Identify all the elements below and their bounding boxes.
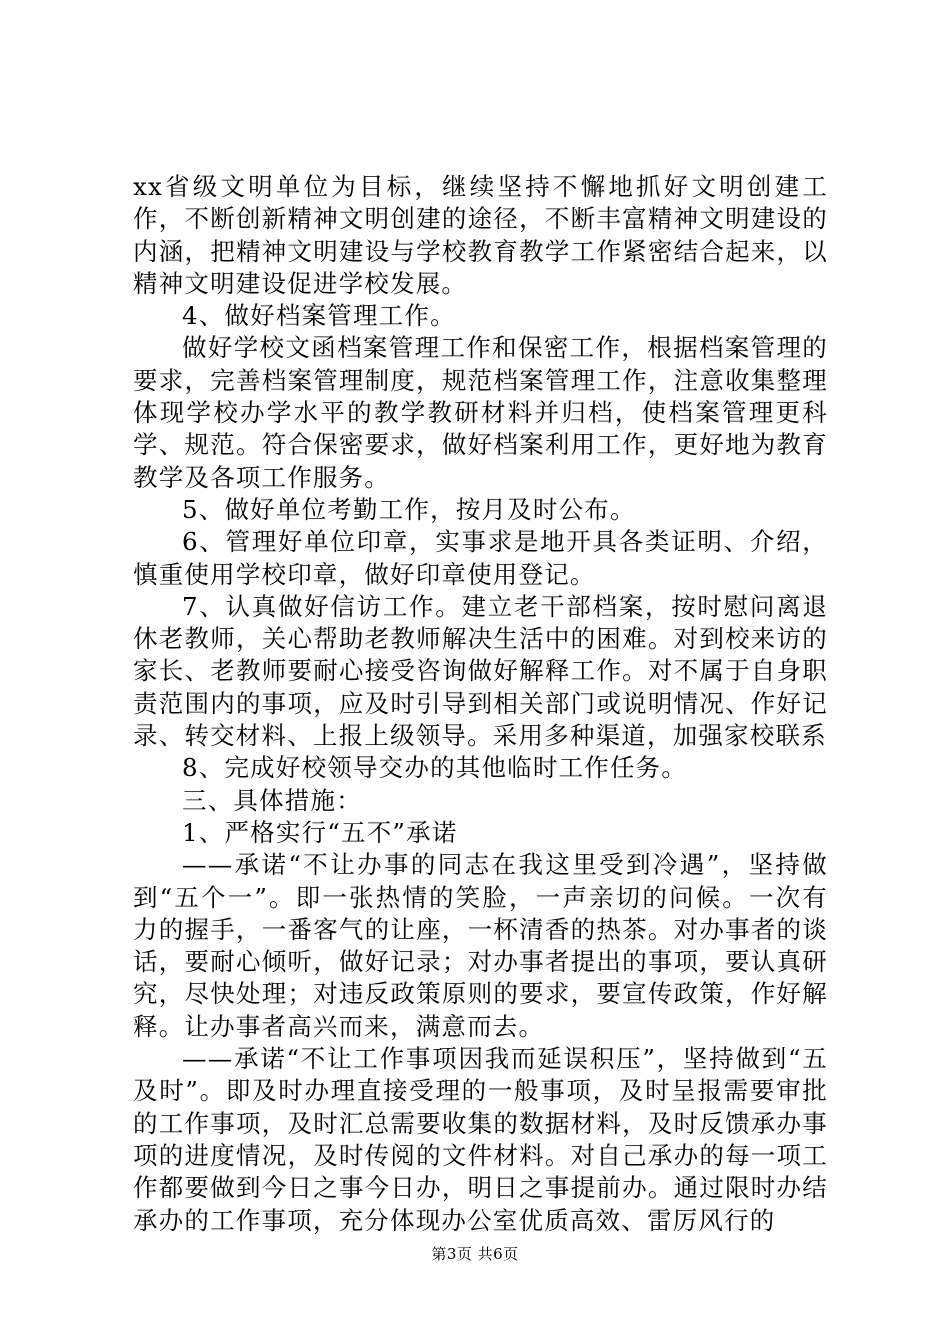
paragraph-continuation: xx省级文明单位为目标，继续坚持不懈地抓好文明创建工作，不断创新精神文明创建的途径，不断丰富精神文明建设的内涵，把精神文明建设与学校教育教学工作紧密结合起来，以精神文明建设促进学校发展。 — [133, 172, 828, 298]
item-other-tasks: 8、完成好校领导交办的其他临时工作任务。 — [182, 753, 688, 783]
paragraph-promise-five-timely: ——承诺“不让工作事项因我而延误积压”，坚持做到“五及时”。即及时办理直接受理的一般事项，及时呈报需要审批的工作事项，及时汇总需要收集的数据材料，及时反馈承办事项的进度情况，及时传阅的文件材料。对自己承办的每一项工作都要做到今日之事今日办，明日之事提前办。通过限时办结承办的工作事项，充分体现办公室优质高效、雷厉风行的 — [133, 1044, 828, 1235]
document-body — [133, 171, 828, 1237]
item-seal-management: 6、管理好单位印章，实事求是地开具各类证明、介绍，慎重使用学校印章，做好印章使用登记。 — [133, 527, 828, 589]
page-footer: 第3页 共6页 — [431, 1245, 519, 1263]
heading-archive-management: 4、做好档案管理工作。 — [182, 301, 456, 331]
measure-heading-five-no: 1、严格实行“五不”承诺 — [182, 817, 458, 847]
paragraph-archive-management: 做好学校文函档案管理工作和保密工作，根据档案管理的要求，完善档案管理制度，规范档案管理工作，注意收集整理体现学校办学水平的教学教研材料并归档，使档案管理更科学、规范。符合保密要求，做好档案利用工作，更好地为教育教学及各项工作服务。 — [133, 333, 828, 492]
paragraph-promise-five-one: ——承诺“不让办事的同志在我这里受到冷遇”，坚持做到“五个一”。即一张热情的笑脸，一声亲切的问候。一次有力的握手，一番客气的让座，一杯清香的热茶。对办事者的谈话，要耐心倾听，做好记录；对办事者提出的事项，要认真研究，尽快处理；对违反政策原则的要求，要宣传政策，作好解释。让办事者高兴而来，满意而去。 — [133, 850, 828, 1041]
section-heading-measures: 三、具体措施： — [182, 785, 362, 815]
item-petition-work: 7、认真做好信访工作。建立老干部档案，按时慰问离退休老教师，关心帮助老教师解决生活中的困难。对到校来访的家长、老教师要耐心接受咨询做好解释工作。对不属于自身职责范围内的事项，应及时引导到相关部门或说明情况、作好记录、转交材料、上报上级领导。采用多种渠道，加强家校联系 — [133, 591, 828, 751]
item-attendance: 5、做好单位考勤工作，按月及时公布。 — [182, 494, 636, 524]
